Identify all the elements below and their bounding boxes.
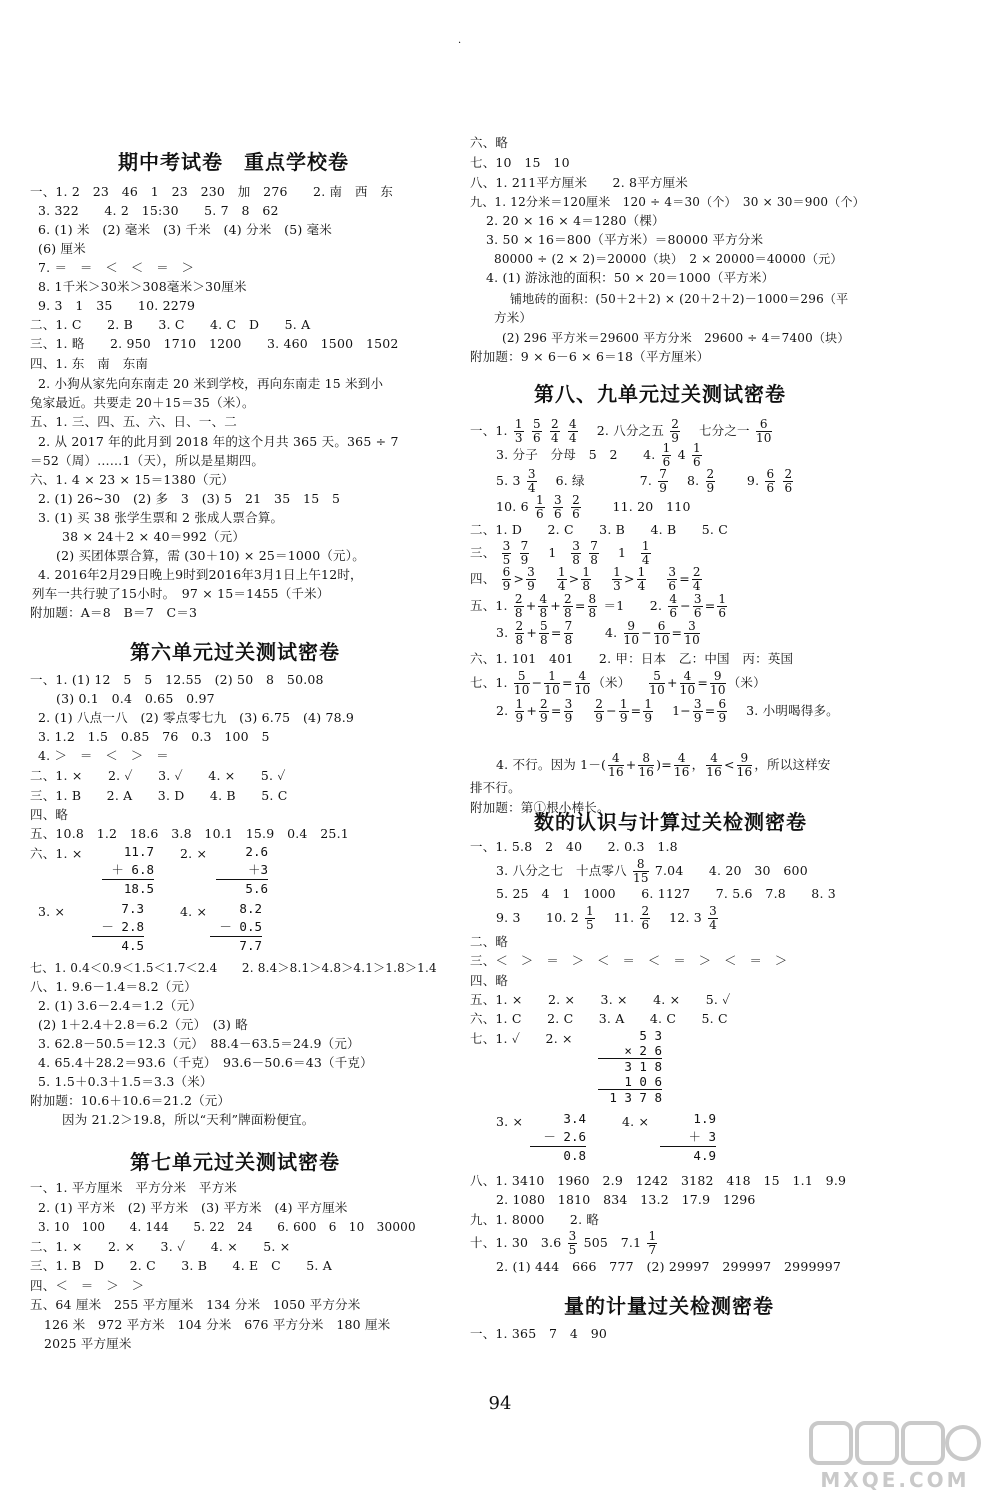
fraction: $\frac{3}{6}$ [668,565,677,593]
item-label: 11. 20 110 [612,499,691,514]
item-label: 4. [605,625,618,640]
fraction: $\frac{6}{10}$ [653,619,670,647]
answer-line: 2. 1080 1810 834 13.2 17.9 1296 [496,1192,756,1207]
calc-row: 8.2 [239,901,262,916]
answer-line: 7. ＝ ＝ ＜ ＜ ＝ ＞ [38,260,195,275]
vertical-addition [216,843,268,898]
fraction: $\frac{1}{3}$ [613,565,621,593]
answer-line: 5. 1.5＋0.3＋1.5＝3.3（米） [38,1074,213,1089]
answer-line: 九、1. 8000 2. 略 [470,1212,600,1227]
answer-line: 附加题：10.6＋10.6＝21.2（元） [30,1093,231,1108]
fraction: $\frac{4}{10}$ [574,669,591,697]
fraction: $\frac{1}{9}$ [515,697,524,725]
fraction: $\frac{2}{9}$ [671,417,680,445]
calc-row: 1 0 6 [598,1074,662,1090]
fraction: $\frac{6}{9}$ [718,697,727,725]
answer-line: 一、1. 365 7 4 90 [470,1326,608,1341]
answer-line [496,903,720,933]
item-label: 五、1. [470,598,508,613]
calc-label: 4. × [180,904,208,919]
answer-line: 3. 322 4. 2 15:30 5. 7 8 62 [38,203,279,218]
fraction: $\frac{5}{10}$ [649,669,665,697]
answer-line: 2. 小狗从家先向东南走 20 米到学校，再向东南走 15 米到小 [38,376,384,391]
answer-line: 5. 25 4 1 1000 6. 1127 7. 5.6 7.8 8. 3 [496,886,836,901]
answer-line: 9. 3 1 35 10. 2279 [38,298,196,313]
answer-line: 四、 $\frac{6}{9}$ > $\frac{3}{9}$ $\frac{1}{4}$ > $\frac{1}{8}$ $\frac{1}{3}$ > $\frac{1}{4}$ $\frac{3}{6}$ = $\frac{2}{4}$ [470,565,701,593]
fraction: $\frac{6}{10}$ [755,417,772,445]
answer-line: 八、1. 211平方厘米 2. 8平方厘米 [470,175,689,190]
answer-line: 2. $\frac{1}{9}$ + $\frac{2}{9}$ = $\frac{3}{9}$ $\frac{2}{9}$ − $\frac{1}{9}$ = $\frac{1}{9}$ 1− $\frac{3}{9}$ = $\frac{6}{9}$ 3. 小明喝得多。 [496,697,839,725]
answer-line: 附加题：A＝8 B＝7 C＝3 [30,605,198,620]
calc-row: 7.7 [239,938,262,953]
fraction: $\frac{1}{9}$ [644,697,653,725]
fraction: $\frac{1}{8}$ [582,565,591,593]
fraction: $\frac{5}{6}$ [532,417,541,445]
answer-line: 二、1. C 2. B 3. C 4. C D 5. A [30,317,311,332]
item-label: 6. 绿 [555,473,585,488]
answer-line: 附加题：9 × 6－6 × 6＝18（平方厘米） [470,349,710,364]
answer-line: 七、10 15 10 [470,155,570,170]
calc-row: 3 1 8 [624,1059,662,1074]
item-label: 3. [496,625,509,640]
calc-row: ＋ 6.8 [102,861,154,880]
answer-line: 2. 20 × 16 × 4＝1280（棵） [486,213,665,228]
item-label: 4. 不行。因为 1－ [496,757,602,772]
calc-row: 4.9 [693,1148,716,1163]
answer-line: (6) 厘米 [38,241,86,256]
answer-line: 三、1. B 2. A 3. D 4. B 5. C [30,788,288,803]
fraction: $\frac{1}{7}$ [648,1229,657,1257]
fraction: $\frac{1}{6}$ [536,493,544,521]
fraction: $\frac{2}{6}$ [784,467,793,495]
answer-line: 五、10.8 1.2 18.6 3.8 10.1 15.9 0.4 25.1 [30,826,349,841]
calc-row: 18.5 [123,881,154,896]
answer-line: 三、1. B D 2. C 3. B 4. E C 5. A [30,1258,332,1273]
item-label: 三、 [470,545,496,560]
answer-line: 五、1. $\frac{2}{8}$ + $\frac{4}{8}$ + $\frac{2}{8}$ = $\frac{8}{8}$ ＝1 2. $\frac{4}{6}$ − $\frac{3}{6}$ = $\frac{1}{6}$ [470,592,727,620]
answer-line: 七、1. ✓ 2. × [470,1031,573,1046]
answer-line: 4. (1) 游泳池的面积：50 × 20＝1000（平方米） [486,270,775,285]
item-label: 7.04 4. 20 30 600 [654,863,808,878]
answer-line: 附加题：第①根小棒长。 [470,800,610,815]
item-label: 十、1. 30 3.6 [470,1235,562,1250]
fraction: $\frac{1}{3}$ [514,417,523,445]
calc-row: 0.8 [563,1148,586,1163]
item-label: 一、1. [470,423,508,438]
answer-line: 五、64 厘米 255 平方厘米 134 分米 1050 平方分米 [30,1297,361,1312]
calc-row: 11.7 [123,844,154,859]
fraction: $\frac{2}{8}$ [563,592,572,620]
item-label: 5. 3 [496,473,521,488]
answer-line: 80000 ÷ (2 × 2)＝20000（块） 2 × 20000＝40000（元） [494,252,843,266]
calc-row: 5.6 [245,881,268,896]
answer-line: 五、1. × 2. × 3. × 4. × 5. ✓ [470,992,731,1007]
answer-line: 一、1. 平方厘米 平方分米 平方米 [30,1180,238,1195]
calc-row: － 2.6 [530,1128,586,1147]
answer-line: 方米） [494,310,533,325]
answer-line: 铺地砖的面积：(50＋2＋2) × (20＋2＋2)－1000＝296（平 [510,292,849,306]
section-title-unit89: 第八、九单元过关测试密卷 [534,382,786,406]
calc-row: － 2.8 [92,918,144,937]
answer-line: 八、1. 3410 1960 2.9 1242 3182 418 15 1.1 9.9 [470,1173,847,1188]
calc-row: × 2 6 [598,1043,662,1059]
answer-line: 七、1. $\frac{5}{10}$ − $\frac{1}{10}$ = $\frac{4}{10}$ （米） $\frac{5}{10}$ + $\frac{4}{10}$ = $\frac{9}{10}$ （米） [470,669,766,697]
vertical-subtraction [530,1110,586,1165]
section-title-midterm: 期中考试卷 重点学校卷 [118,150,349,174]
calc-row: 1 3 7 8 [609,1090,662,1105]
fraction: $\frac{6}{9}$ [502,565,511,593]
fraction: $\frac{5}{8}$ [540,619,548,647]
answer-line [496,492,691,522]
fraction: $\frac{2}{8}$ [514,592,523,620]
answer-line: (2) 296 平方米＝29600 平方分米 29600 ÷ 4＝7400（块） [502,331,850,345]
watermark-logo [807,1417,982,1492]
fraction: $\frac{4}{6}$ [669,592,678,620]
item-label: 10. 6 [496,499,529,514]
fraction: $\frac{3}{10}$ [684,619,700,647]
answer-line: 因为 21.2＞19.8，所以“天利”牌面粉便宜。 [62,1112,315,1127]
calc-row: ＋3 [216,861,268,880]
answer-line: 二、1. × 2. ✓ 3. ✓ 4. × 5. ✓ [30,768,286,783]
answer-line: 二、略 [470,934,509,949]
section-title-numbers: 数的认识与计算过关检测密卷 [534,810,807,834]
vertical-addition [102,843,154,898]
unit-label: （米） [727,675,766,690]
item-label: 7. [639,473,653,488]
fraction: $\frac{4}{16}$ [706,751,722,779]
answer-line: (2) 1＋2.4＋2.8＝6.2（元） (3) 略 [38,1017,248,1032]
fraction: $\frac{1}{10}$ [544,669,560,697]
answer-line: 四、略 [30,807,69,822]
item-label: 8. [686,473,700,488]
fraction: $\frac{3}{6}$ [554,493,562,521]
item-label: 11. [613,910,635,925]
item-label: 七、1. [470,675,508,690]
fraction: $\frac{6}{6}$ [766,467,775,495]
fraction: $\frac{4}{16}$ [608,751,624,779]
fraction: $\frac{3}{4}$ [709,904,717,932]
answer-line: 2. 从 2017 年的此月到 2018 年的这个月共 365 天。365 ÷ 7 [38,434,399,449]
calc-label: 3. × [496,1114,524,1129]
answer-line: 4. ＞ ＝ ＜ ＞ ＝ [38,748,169,763]
item-label: 4 [677,447,686,462]
answer-line: 126 米 972 平方米 104 分米 676 平方分米 180 厘米 [44,1317,391,1332]
item-label: 505 7.1 [583,1235,642,1250]
fraction: $\frac{2}{8}$ [515,619,524,647]
fraction: $\frac{4}{16}$ [673,751,690,779]
answer-line: 三、 $\frac{3}{5}$ $\frac{7}{9}$ 1 $\frac{3}{8}$ $\frac{7}{8}$ 1 $\frac{1}{4}$ [470,539,650,567]
answer-line: 3. 50 × 16＝800（平方米）＝80000 平方分米 [486,232,764,247]
item-label: 9. [746,473,760,488]
item-label: 3. 小明喝得多。 [746,703,839,718]
item-label: ，所以这样安 [754,757,831,772]
item-label: 12. 3 [669,910,702,925]
fraction: $\frac{2}{9}$ [595,697,604,725]
fraction: $\frac{4}{10}$ [679,669,696,697]
fraction: $\frac{5}{10}$ [513,669,530,697]
answer-line: 四、略 [470,973,509,988]
section-title-measurement: 量的计量过关检测密卷 [564,1294,774,1318]
section-title-unit7: 第七单元过关测试密卷 [130,1150,340,1174]
calc-row: － 0.5 [210,918,262,937]
item-label: 四、 [470,571,496,586]
fraction: $\frac{7}{8}$ [590,539,599,567]
fraction: $\frac{7}{9}$ [659,467,668,495]
fraction: $\frac{1}{9}$ [619,697,628,725]
calc-label: 六、1. × [30,846,83,861]
answer-line: 4. 65.4＋28.2＝93.6（千克） 93.6－50.6＝43（千克） [38,1055,373,1070]
fraction: $\frac{3}{5}$ [502,539,511,567]
answer-line: 列车一共行驶了15小时。 97 × 15＝1455（千米） [32,586,330,601]
answer-line: 3. (1) 买 38 张学生票和 2 张成人票合算。 [38,510,284,525]
answer-line: 四、1. 东 南 东南 [30,356,149,371]
calc-row: ＋ 3 [660,1128,716,1147]
answer-line: 一、1. 5.8 2 40 2. 0.3 1.8 [470,839,678,854]
answer-line: 二、1. D 2. C 3. B 4. B 5. C [470,522,729,537]
answer-line: 3. 1.2 1.5 0.85 76 0.3 100 5 [38,729,270,744]
fraction: $\frac{3}{9}$ [693,697,702,725]
calc-row: 7.3 [121,901,144,916]
fraction: $\frac{4}{8}$ [539,592,548,620]
top-mark: · [458,38,462,49]
answer-line: 3. 10 100 4. 144 5. 22 24 6. 600 6 10 30000 [38,1220,416,1234]
answer-line: 六、1. 4 × 23 × 15＝1380（元） [30,472,235,487]
fraction: $\frac{2}{9}$ [540,697,548,725]
calc-row: 1.9 [693,1111,716,1126]
answer-line: 三、1. 略 2. 950 1710 1200 3. 460 1500 1502 [30,336,399,351]
answer-line: 四、＜ ＝ ＞ ＞ [30,1278,145,1293]
fraction: $\frac{2}{9}$ [706,467,715,495]
fraction: $\frac{3}{9}$ [527,565,535,593]
answer-line: 38 × 24＋2 × 40＝992（元） [62,529,246,544]
item-label: 七分之一 [698,423,750,438]
fraction: $\frac{9}{10}$ [710,669,726,697]
calc-label: 4. × [622,1114,650,1129]
fraction: $\frac{9}{10}$ [623,619,640,647]
fraction: $\frac{2}{4}$ [550,417,559,445]
answer-line: 2. (1) 3.6－2.4＝1.2（元） [38,998,202,1013]
fraction: $\frac{7}{9}$ [520,539,529,567]
answer-line: 8. 1千米＞30米＞308毫米＞30厘米 [38,279,247,294]
vertical-subtraction [92,900,144,955]
answer-line: 4. 2016年2月29日晚上9时到2016年3月1日上午12时， [38,567,363,582]
answer-line: 2. (1) 平方米 (2) 平方米 (3) 平方米 (4) 平方厘米 [38,1200,348,1215]
fraction: $\frac{4}{4}$ [569,417,577,445]
calc-label: 3. × [38,904,66,919]
answer-line: 一、1. 2 23 46 1 23 230 加 276 2. 南 西 东 [30,184,394,199]
fraction: $\frac{1}{6}$ [693,441,701,469]
answer-line: 2. (1) 八点一八 (2) 零点零七九 (3) 6.75 (4) 78.9 [38,710,355,725]
fraction: $\frac{8}{15}$ [633,857,649,885]
answer-line: 一、1. (1) 12 5 5 12.55 (2) 50 8 50.08 [30,672,324,687]
page-number: 94 [488,1393,512,1414]
section-title-unit6: 第六单元过关测试密卷 [130,640,340,664]
vertical-subtraction [210,900,262,955]
fraction: $\frac{3}{5}$ [568,1229,577,1257]
answer-line: 2. (1) 26~30 (2) 多 3 (3) 5 21 35 15 5 [38,491,341,506]
fraction: $\frac{3}{8}$ [572,539,581,567]
fraction: $\frac{1}{4}$ [557,565,566,593]
answer-line: 六、略 [470,135,509,150]
answer-line: 二、1. × 2. × 3. ✓ 4. × 5. × [30,1239,291,1254]
fraction: $\frac{3}{4}$ [527,467,536,495]
answer-line: 3. $\frac{2}{8}$ + $\frac{5}{8}$ = $\frac{7}{8}$ 4. $\frac{9}{10}$ − $\frac{6}{10}$ = $\frac{3}{10}$ [496,619,700,647]
unit-label: （米） [592,675,631,690]
vertical-multiplication [598,1028,662,1105]
fraction: $\frac{1}{6}$ [718,592,727,620]
fraction: $\frac{1}{5}$ [586,904,594,932]
fraction: $\frac{7}{8}$ [564,619,573,647]
answer-line: 3. 62.8－50.5＝12.3（元） 88.4－63.5＝24.9（元） [38,1036,360,1051]
item-label: 2. 八分之五 [596,423,665,438]
fraction: $\frac{8}{16}$ [638,751,655,779]
item-label: 3. 分子 分母 5 2 4. [496,447,656,462]
fraction: $\frac{1}{4}$ [637,565,646,593]
svg-text:MXQE.COM: MXQE.COM [820,1468,970,1492]
fraction: $\frac{1}{4}$ [641,539,650,567]
item-label: 2. [496,703,509,718]
fraction: $\frac{2}{6}$ [572,493,580,521]
answer-line: (3) 0.1 0.4 0.65 0.97 [56,691,215,706]
item-label: 9. 3 10. 2 [496,910,579,925]
answer-line: 三、＜ ＞ ＝ ＞ ＜ ＝ ＜ ＝ ＞ ＜ ＝ ＞ [470,953,788,968]
answer-line: 七、1. 0.4＜0.9＜1.5＜1.7＜2.4 2. 8.4＞8.1＞4.8＞4.1＞1.8＞1.4 [30,961,437,975]
fraction: $\frac{9}{16}$ [736,751,753,779]
answer-line [470,1228,659,1258]
answer-line [496,856,808,886]
calc-label: 2. × [180,846,208,861]
answer-line: 六、1. 101 401 2. 甲：日本 乙：中国 丙：英国 [470,651,794,666]
calc-row: 4.5 [121,938,144,953]
answer-line: 4. 不行。因为 1－( $\frac{4}{16}$ + $\frac{8}{16}$ )= $\frac{4}{16}$ ， $\frac{4}{16}$ < $\frac{9}{16}$ ，所以这样安 [496,751,831,779]
fraction: $\frac{8}{8}$ [588,592,597,620]
answer-line: 五、1. 三、四、五、六、日、一、二 [30,414,238,429]
fraction: $\frac{3}{6}$ [693,592,702,620]
fraction: $\frac{3}{9}$ [564,697,573,725]
answer-line: 八、1. 9.6－1.4＝8.2（元） [30,979,197,994]
answer-line: 兔家最近。共要走 20＋15＝35（米）。 [30,395,255,410]
answer-line: 六、1. C 2. C 3. A 4. C 5. C [470,1011,728,1026]
answer-line: ＝52（周）……1（天），所以是星期四。 [30,453,265,468]
calc-row: 2.6 [245,844,268,859]
answer-line: 2025 平方厘米 [44,1336,132,1351]
vertical-addition [660,1110,716,1165]
fraction: $\frac{2}{4}$ [692,565,701,593]
answer-line: 排不行。 [470,780,521,795]
fraction: $\frac{1}{6}$ [662,441,671,469]
answer-line: (2) 买团体票合算，需 (30＋10) × 25＝1000（元）。 [56,548,365,563]
answer-line: 6. (1) 米 (2) 毫米 (3) 千米 (4) 分米 (5) 毫米 [38,222,332,237]
answer-line: 2. (1) 444 666 777 (2) 29997 299997 2999997 [496,1259,842,1274]
answer-line: 九、1. 12分米＝120厘米 120 ÷ 4＝30（个） 30 × 30＝900（个） [470,195,865,209]
item-label: 3. 八分之七 十点零八 [496,863,627,878]
calc-row: 3.4 [563,1111,586,1126]
item-label: ＝1 2. [603,598,663,613]
fraction: $\frac{2}{6}$ [641,904,650,932]
calc-row: 5 3 [624,1028,662,1043]
